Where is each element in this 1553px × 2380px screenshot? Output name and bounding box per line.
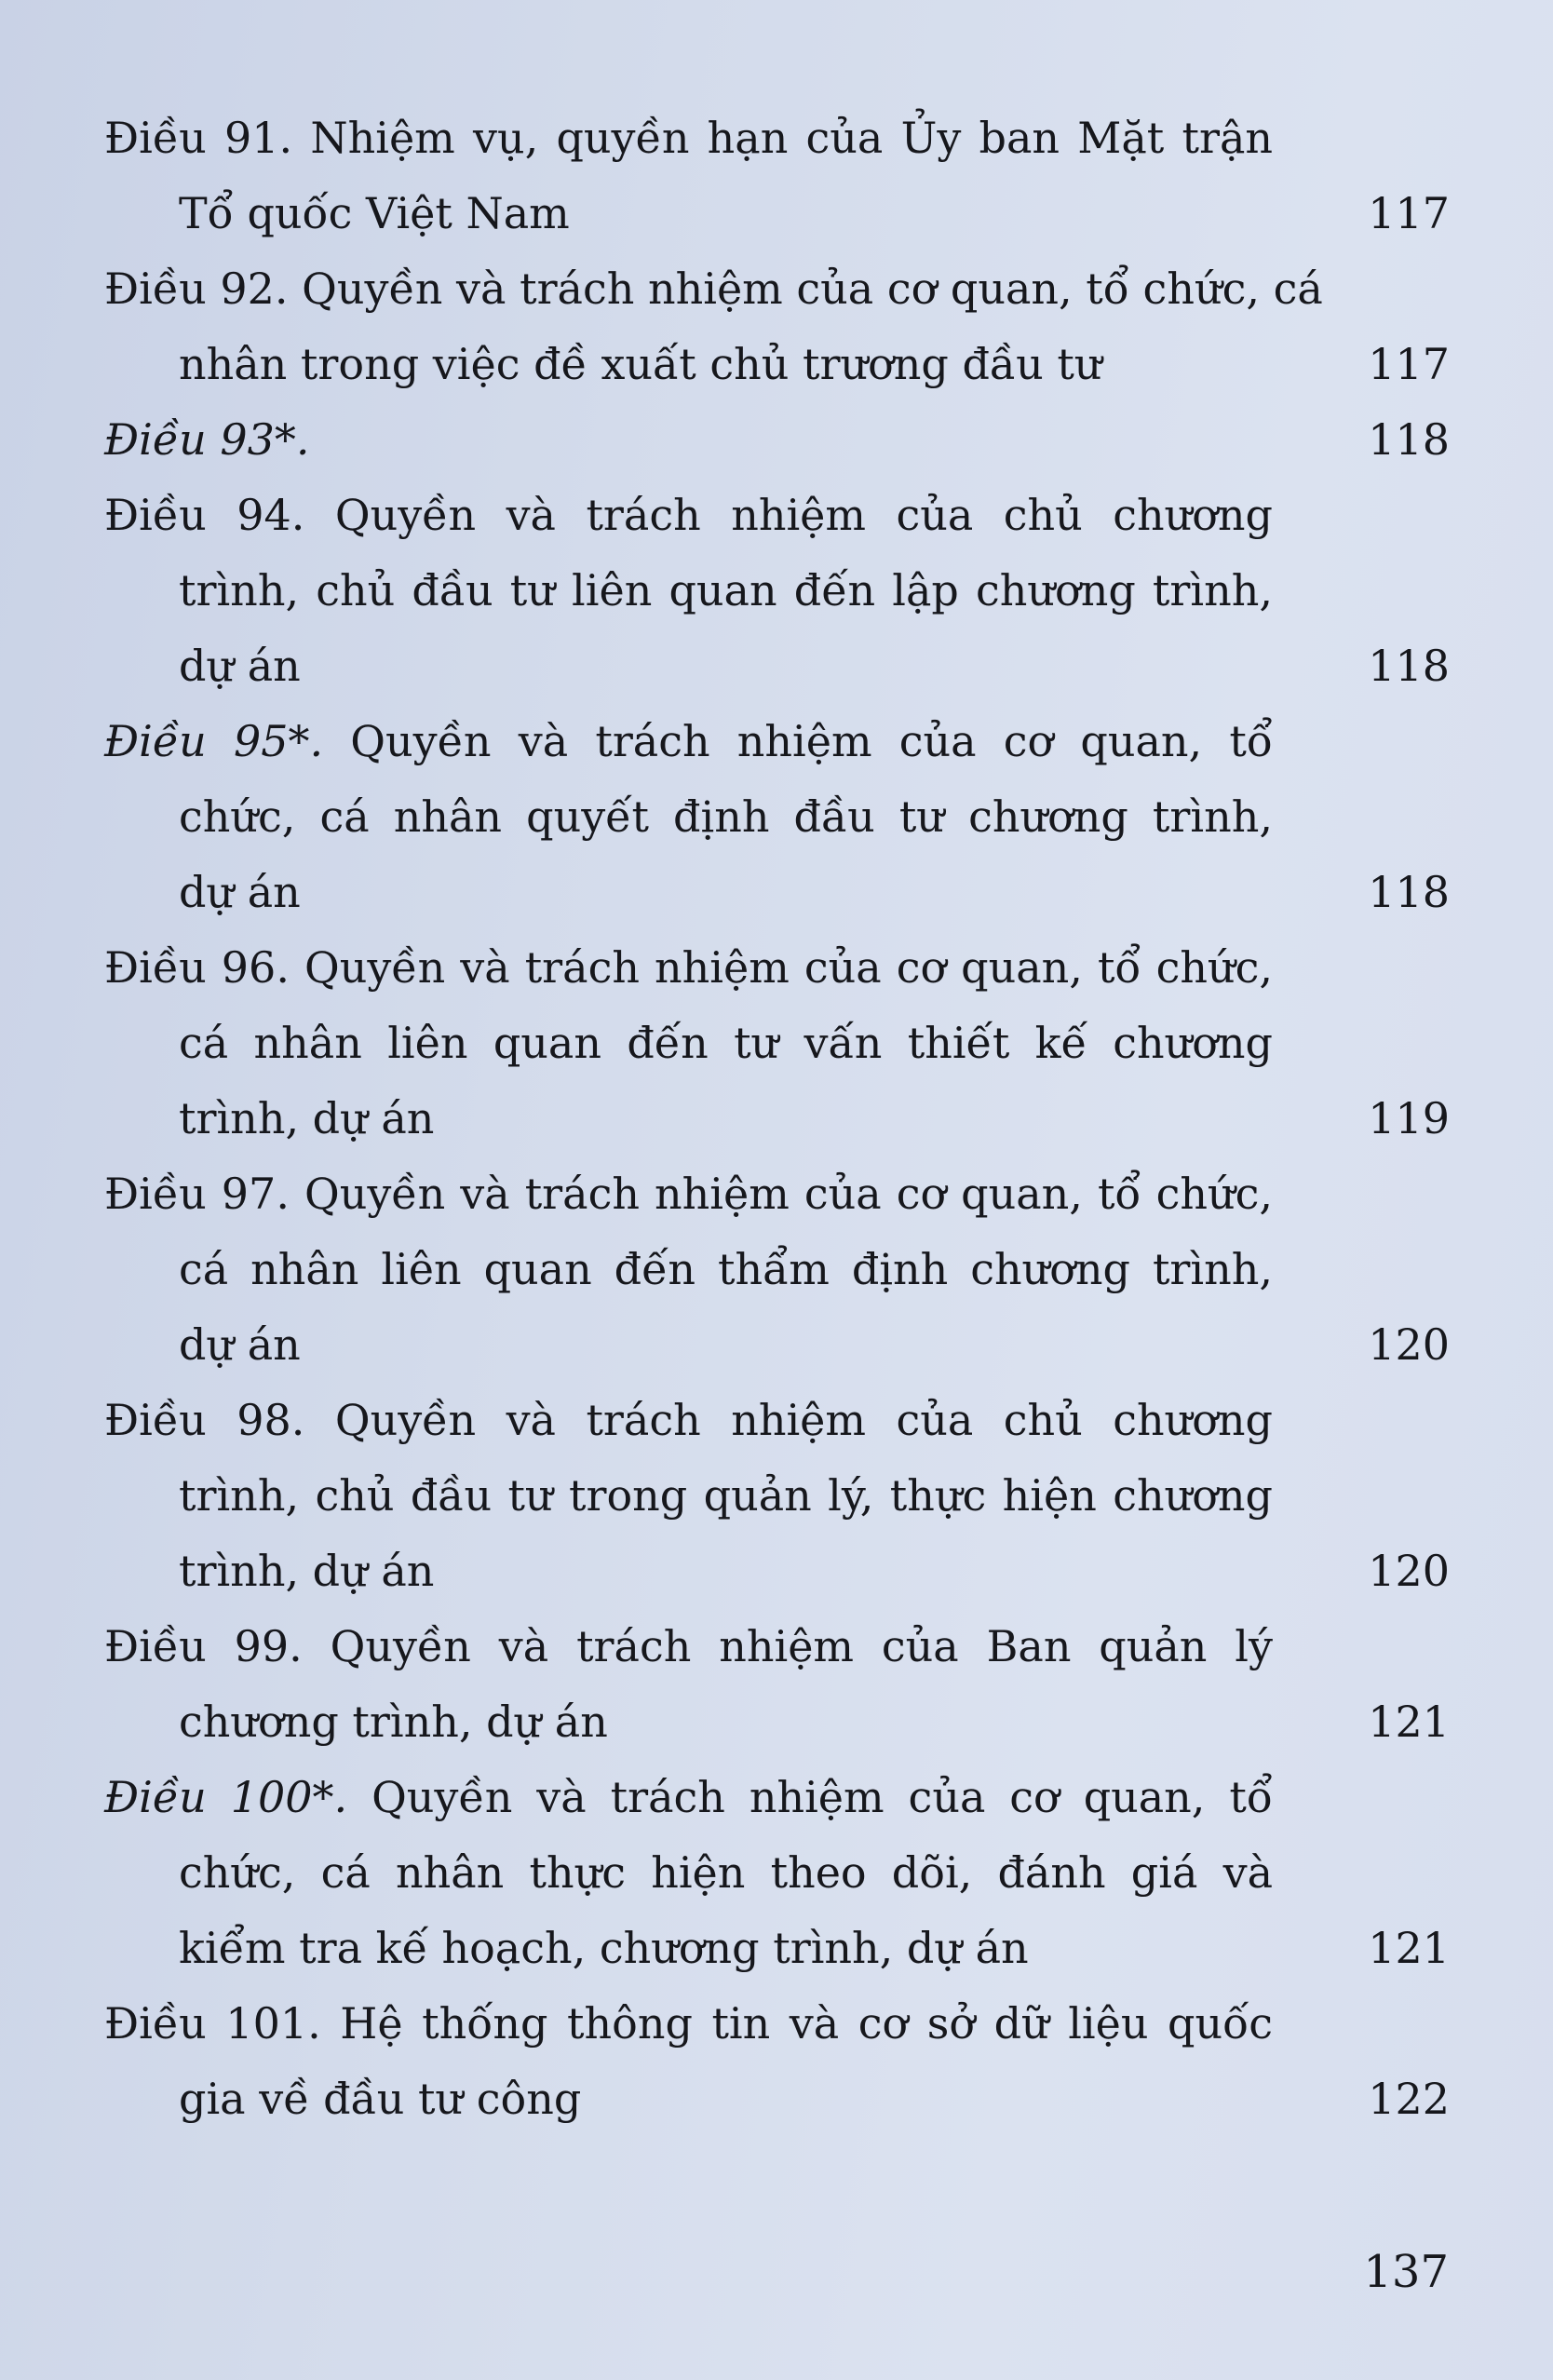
toc-entry-continuation [104, 1307, 1273, 1383]
toc-entry-label: Điều 95*. [104, 716, 324, 766]
toc-entry-label: Điều 99. [104, 1621, 303, 1671]
toc-entry-text [104, 1609, 1273, 1760]
toc-entry-title: chức, cá nhân thực hiện theo dõi, đánh giá và [179, 1847, 1273, 1898]
toc-entry-text [104, 101, 1273, 251]
toc-entry-first-line [104, 1383, 1273, 1458]
toc-entry-title: Quyền và trách nhiệm của cơ quan, tổ chức, [304, 942, 1274, 993]
toc-entry-first-line [104, 1986, 1273, 2062]
toc-entry-title: cá nhân liên quan đến thẩm định chương trình, [179, 1244, 1273, 1294]
toc-entry-text [104, 704, 1273, 930]
toc-entry-title: dự án [179, 1319, 301, 1370]
toc-entry-continuation [104, 1081, 1273, 1156]
toc-entry-continuation [104, 327, 1273, 402]
toc-entry-continuation [104, 176, 1273, 251]
toc-entry-label: Điều 101. [104, 1998, 321, 2049]
toc-entry-text [104, 1760, 1273, 1986]
toc-entry [104, 1760, 1450, 1986]
toc-entry-text [104, 1156, 1273, 1383]
toc-entry-continuation [104, 1232, 1273, 1307]
toc-entry [104, 101, 1450, 251]
toc-entry-title: Quyền và trách nhiệm của chủ chương [334, 1395, 1273, 1445]
toc-entry-text [104, 478, 1273, 704]
toc-entry-page: 118 [1368, 641, 1450, 691]
toc-entry-title: Quyền và trách nhiệm của cơ quan, tổ chức, cá [302, 264, 1323, 314]
toc-entry-title: trình, dự án [179, 1093, 435, 1143]
toc-entry-text [104, 930, 1273, 1156]
toc-entry-page: 121 [1368, 1697, 1450, 1747]
toc-entry-page: 118 [1368, 414, 1450, 465]
toc-entry-continuation [104, 1534, 1273, 1609]
toc-entry-first-line [104, 101, 1273, 176]
toc-entry-title: trình, chủ đầu tư trong quản lý, thực hiện chương [179, 1470, 1273, 1521]
toc-entry [104, 704, 1450, 930]
toc-entry-page: 120 [1368, 1319, 1450, 1370]
toc-entry-label: Điều 91. [104, 113, 293, 163]
toc-entry [104, 402, 1450, 478]
toc-entry [104, 478, 1450, 704]
toc-entry-title: gia về đầu tư công [179, 2074, 582, 2124]
toc-entry-page: 117 [1368, 188, 1450, 238]
toc-entry-title: chương trình, dự án [179, 1697, 608, 1747]
toc-entry-continuation [104, 1006, 1273, 1081]
toc-entry-label: Điều 92. [104, 264, 289, 314]
toc-entry-continuation [104, 855, 1273, 930]
toc-entry-title: Quyền và trách nhiệm của cơ quan, tổ chức, [304, 1169, 1274, 1219]
toc-entry-continuation [104, 629, 1273, 704]
toc-entry-first-line [104, 930, 1273, 1006]
toc-entry-first-line [104, 1156, 1273, 1232]
toc-entry-continuation [104, 553, 1273, 629]
toc-entry [104, 1609, 1450, 1760]
toc-entry-title: chức, cá nhân quyết định đầu tư chương trình, [179, 791, 1273, 842]
toc-entry-title: trình, dự án [179, 1546, 435, 1596]
toc-entry-page: 121 [1368, 1923, 1450, 1973]
toc-entry-label: Điều 100*. [104, 1772, 348, 1822]
toc-entry-title: dự án [179, 867, 301, 917]
toc-entry-continuation [104, 2062, 1273, 2137]
toc-entry-title: Quyền và trách nhiệm của cơ quan, tổ [371, 1772, 1273, 1822]
toc-entry-page: 120 [1368, 1546, 1450, 1596]
table-of-contents [104, 101, 1450, 2137]
toc-entry-first-line [104, 251, 1323, 327]
toc-entry-label: Điều 93*. [104, 414, 310, 465]
toc-entry-page: 119 [1368, 1093, 1450, 1143]
toc-entry-text [104, 1383, 1273, 1609]
toc-entry-title: Hệ thống thông tin và cơ sở dữ liệu quốc [340, 1998, 1273, 2049]
toc-entry-first-line [104, 1609, 1273, 1684]
toc-entry-continuation [104, 779, 1273, 855]
toc-entry-title: cá nhân liên quan đến tư vấn thiết kế chương [179, 1018, 1273, 1068]
toc-entry-continuation [104, 1911, 1273, 1986]
toc-entry-title: nhân trong việc đề xuất chủ trương đầu tư [179, 339, 1102, 389]
toc-entry-title: kiểm tra kế hoạch, chương trình, dự án [179, 1923, 1029, 1973]
toc-entry-title: Tổ quốc Việt Nam [179, 188, 570, 238]
toc-entry [104, 930, 1450, 1156]
toc-entry-label: Điều 96. [104, 942, 290, 993]
toc-entry-text [104, 402, 1273, 478]
toc-entry-continuation [104, 1684, 1273, 1760]
toc-entry-first-line [104, 1760, 1273, 1835]
toc-entry-title: Nhiệm vụ, quyền hạn của Ủy ban Mặt trận [310, 113, 1274, 163]
toc-entry-label: Điều 94. [104, 490, 305, 540]
toc-entry-text [104, 251, 1323, 402]
page-number: 137 [1363, 2246, 1449, 2298]
toc-entry-first-line [104, 478, 1273, 553]
toc-entry-first-line [104, 704, 1273, 779]
toc-entry-page: 122 [1368, 2074, 1450, 2124]
toc-entry-page: 118 [1368, 867, 1450, 917]
toc-entry-title: dự án [179, 641, 301, 691]
toc-entry [104, 1156, 1450, 1383]
toc-entry-title: Quyền và trách nhiệm của cơ quan, tổ [350, 716, 1273, 766]
toc-entry-page: 117 [1368, 339, 1450, 389]
toc-entry-label: Điều 98. [104, 1395, 305, 1445]
toc-entry-continuation [104, 1458, 1273, 1534]
toc-entry [104, 251, 1450, 402]
toc-entry-label: Điều 97. [104, 1169, 290, 1219]
toc-entry [104, 1383, 1450, 1609]
toc-entry [104, 1986, 1450, 2137]
toc-entry-continuation [104, 1835, 1273, 1911]
toc-entry-text [104, 1986, 1273, 2137]
toc-entry-title: Quyền và trách nhiệm của Ban quản lý [330, 1621, 1274, 1671]
toc-entry-first-line [104, 402, 1273, 478]
toc-entry-title: Quyền và trách nhiệm của chủ chương [334, 490, 1273, 540]
toc-entry-title: trình, chủ đầu tư liên quan đến lập chương trình, [179, 565, 1273, 615]
